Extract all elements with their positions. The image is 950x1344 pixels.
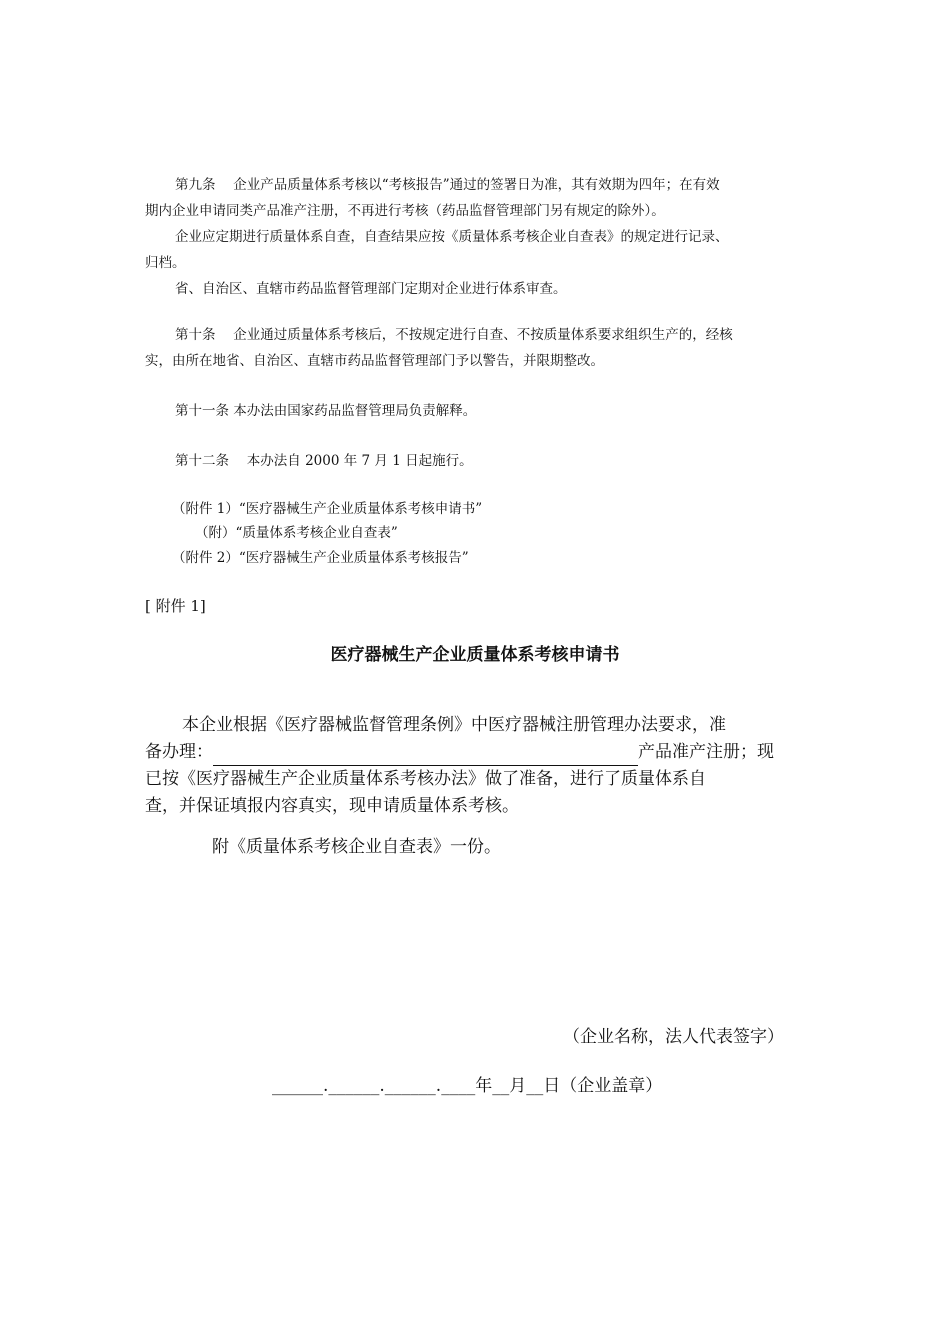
article-11: 第十一条 本办法由国家药品监督管理局负责解释。 (175, 403, 477, 419)
product-name-blank[interactable] (213, 747, 638, 766)
article-9-line-4: 归档。 (145, 255, 186, 271)
article-9-line-5: 省、自治区、直辖市药品监督管理部门定期对企业进行体系审查。 (175, 281, 567, 297)
article-10-line-2: 实，由所在地省、自治区、直辖市药品监督管理部门予以警告，并限期整改。 (145, 353, 604, 369)
form-title: 医疗器械生产企业质量体系考核申请书 (330, 645, 620, 665)
form-body-line-2-prefix: 备办理： (145, 742, 213, 762)
form-body-line-2-suffix: 产品准产注册；现 (638, 742, 774, 762)
form-date-line: ______.______.______.____年__月__日（企业盖章） (272, 1076, 663, 1096)
attachment-item: （附件 2）“医疗器械生产企业质量体系考核报告” (172, 550, 469, 566)
article-12: 第十二条 本办法自 2000 年 7 月 1 日起施行。 (175, 453, 473, 469)
form-signature-line: （企业名称，法人代表签字） (563, 1027, 784, 1047)
attachment-item: （附件 1）“医疗器械生产企业质量体系考核申请书” (172, 501, 483, 517)
form-body-line-4: 查，并保证填报内容真实，现申请质量体系考核。 (145, 796, 519, 816)
article-9-line-3: 企业应定期进行质量体系自查，自查结果应按《质量体系考核企业自查表》的规定进行记录、 (175, 229, 729, 245)
article-10-line-1: 第十条 企业通过质量体系考核后，不按规定进行自查、不按质量体系要求组织生产的，经核 (175, 327, 733, 343)
form-body-line-1: 本企业根据《医疗器械监督管理条例》中医疗器械注册管理办法要求，准 (182, 715, 726, 735)
article-9-line-2: 期内企业申请同类产品准产注册，不再进行考核（药品监督管理部门另有规定的除外）。 (145, 203, 665, 219)
form-body-line-2 (145, 739, 774, 766)
form-enclosure: 附《质量体系考核企业自查表》一份。 (212, 837, 501, 857)
article-9-line-1: 第九条 企业产品质量体系考核以“考核报告”通过的签署日为准，其有效期为四年；在有效 (175, 177, 720, 193)
form-body-line-3: 已按《医疗器械生产企业质量体系考核办法》做了准备，进行了质量体系自 (145, 769, 706, 789)
attachment-item: （附）“质量体系考核企业自查表” (195, 525, 398, 541)
section-label: [ 附件 1] (145, 597, 206, 615)
